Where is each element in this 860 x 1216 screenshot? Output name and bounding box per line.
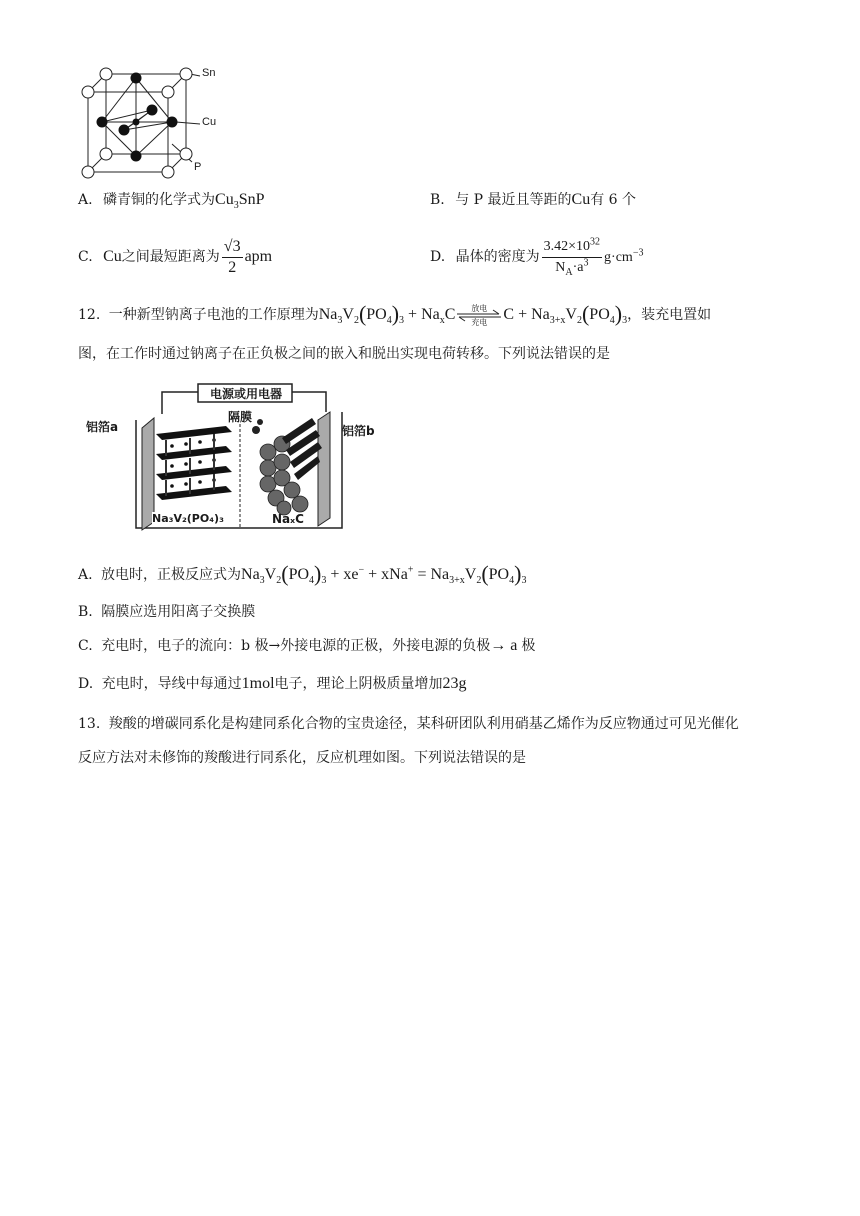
option-label: D. [430,249,446,265]
q12-option-a [78,562,526,587]
option-label: B. [78,604,93,620]
membrane-label: 隔膜 [228,410,253,424]
option-text-mid: 电子，理论上阴极质量增加 [274,676,443,692]
question-text: 一种新型钠离子电池的工作原理为 [108,307,319,323]
battery-figure [86,382,396,532]
reaction-equation: $Na_3V_2(PO_4)_3 + Na_xC$ 放电 充电 $C + Na_{3+x}V_2(PO_4)_3$ [318,301,628,328]
q12-option-b [78,602,255,622]
q13-stem-line1 [78,714,739,734]
q12-stem-line1 [78,302,711,327]
value-mol: 1mol [241,675,275,692]
option-text: 晶体的密度为 [455,249,540,265]
q11-option-b [430,190,636,210]
option-text-end: 有 6 个 [590,192,637,208]
option-text: 隔膜应选用阳离子交换膜 [101,604,256,620]
fraction: $\frac{√3}{2}$ [223,237,241,276]
option-text: 充电时，导线中每通过 [101,676,242,692]
q13-stem-line2: 反应方法对未修饰的羧酸进行同系化，反应机理如图。下列说法错误的是 [78,750,526,766]
question-text-tail: ，装充电置如 [627,307,712,323]
option-text: 放电时，正极反应式为 [101,567,242,583]
q12-option-d [78,674,467,694]
option-text-end: 极 [521,638,536,654]
option-label: C. [78,638,93,654]
option-text: 充电时，电子的流向：b 极→外接电源的正极，外接电源的负极 [101,638,491,654]
q12-stem-line2: 图，在工作时通过钠离子在正负极之间的嵌入和脱出实现电荷转移。下列说法错误的是 [78,346,610,362]
right-material-label: NaₓC [272,512,304,526]
q11-option-d [430,234,643,281]
battery-diagram [86,382,396,532]
reversible-arrow: 放电 充电 [455,304,503,326]
foil-b-label: 铝箔b [342,424,375,438]
unit: $g\cdot cm^{-3}$ [604,247,644,265]
foil-a-label: 铝箔a [86,420,119,434]
option-label: C. [78,249,93,265]
formula: $Cu_3SnP$ [215,191,265,212]
option-text: 磷青铜的化学式为 [103,192,216,208]
formula: Cu [103,248,122,265]
label-sn: Sn [202,67,216,79]
q11-option-a [78,190,264,210]
option-label: D. [78,676,94,692]
question-text: 羧酸的增碳同系化是构建同系化合物的宝贵途径，某科研团队利用硝基乙烯作为反应物通过可见光催化 [108,716,739,732]
formula: Cu [571,191,591,208]
value-mass: 23g [442,675,467,692]
fraction: $\frac{3.42\times 10^{32}}{N_A\cdot a^3}$ [543,235,601,278]
label-cu: Cu [202,116,217,128]
option-text: 之间最短距离为 [121,249,220,265]
unit: apm [244,248,273,265]
option-label: A. [78,567,93,583]
label-p: P [194,161,202,173]
power-source-label: 电源或用电器 [209,387,282,401]
question-number: 12. [78,307,101,323]
arrow: → [490,637,507,654]
option-text: 与 P 最近且等距的 [455,192,572,208]
option-label: A. [78,192,93,208]
electrode-equation: $Na_3V_2(PO_4)_3 + xe^- + xNa^+ = Na_{3+x}V_2(PO_4)_3$ [241,561,527,587]
left-material-label: Na₃V₂(PO₄)₃ [152,512,224,525]
electrode-a: a [510,637,518,654]
q11-option-c [78,234,272,280]
q12-option-c [78,636,535,656]
question-number: 13. [78,716,101,732]
crystal-structure-figure [78,64,228,179]
option-label: B. [430,192,445,208]
